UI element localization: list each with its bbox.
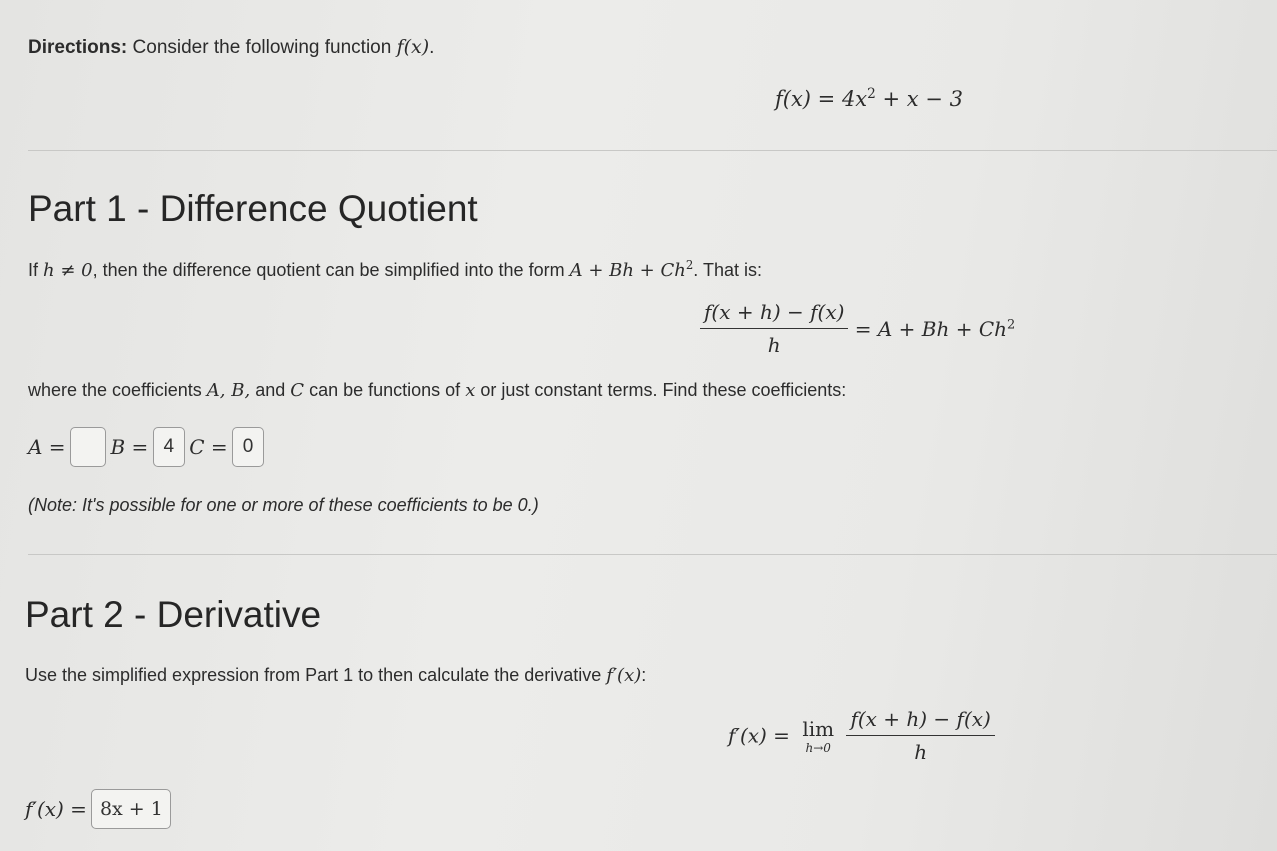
part1-intro-cond: h ≠ 0 [43, 260, 93, 281]
limit-operator [802, 717, 834, 755]
where-c: C [290, 380, 305, 401]
dq-denominator: h [767, 333, 781, 357]
coef-c-input[interactable]: 0 [232, 427, 264, 467]
divider-middle [28, 554, 1277, 555]
coefficient-answers [28, 427, 264, 467]
part1-intro-mid: , then the difference quotient can be simplified into the form [92, 260, 565, 280]
dq-fraction [700, 300, 848, 357]
part1-where [28, 380, 846, 401]
deriv-answer-input[interactable]: 8x + 1 [91, 789, 171, 829]
where-post: or just constant terms. Find these coefficients: [480, 380, 847, 400]
part1-intro-pre: If [28, 260, 39, 280]
dq-numerator: f(x + h) − f(x) [700, 300, 848, 329]
part1-intro-form: A + Bh + Ch [569, 260, 686, 281]
part1-intro [28, 258, 762, 281]
limit-text: lim [802, 716, 835, 741]
part2-intro-expr: f′(x) [606, 665, 642, 686]
where-x: x [465, 380, 476, 401]
where-and: and [255, 380, 286, 400]
limit-subscript: h→0 [805, 740, 831, 755]
directions-period: . [429, 37, 435, 58]
part1-intro-post: . That is: [693, 260, 762, 280]
directions-label: Directions: [28, 37, 128, 58]
where-pre: where the coefficients [28, 380, 202, 400]
part2-intro [25, 665, 646, 686]
coef-b-label: B = [110, 435, 149, 459]
deriv-numerator: f(x + h) − f(x) [846, 707, 994, 736]
dq-rhs [855, 317, 1016, 341]
difference-quotient-equation [700, 300, 1015, 357]
deriv-fraction [846, 707, 994, 764]
function-lhs: f(x) = 4x [775, 87, 868, 111]
coef-a-input[interactable] [70, 427, 106, 467]
directions-func-ref: f(x) [396, 36, 430, 58]
function-rhs: + x − 3 [875, 87, 963, 111]
part2-title: Part 2 - Derivative [25, 594, 322, 635]
part2-intro-colon: : [641, 665, 647, 685]
part1-intro-form-exp: 2 [685, 258, 694, 272]
function-exponent: 2 [867, 86, 876, 102]
part2-intro-text: Use the simplified expression from Part 1 to then calculate the derivative [25, 665, 602, 685]
where-vars: A, B, [206, 380, 251, 401]
derivative-definition [728, 707, 995, 764]
dq-rhs-exp: 2 [1007, 316, 1016, 332]
divider-top [28, 150, 1277, 151]
function-definition [775, 86, 963, 111]
deriv-answer-label: f′(x) = [25, 797, 87, 821]
dq-rhs-text: = A + Bh + Ch [854, 316, 1008, 341]
deriv-def-lhs: f′(x) = [728, 723, 790, 748]
derivative-answer [25, 789, 171, 829]
where-mid: can be functions of [309, 380, 461, 400]
part1-title: Part 1 - Difference Quotient [28, 188, 478, 229]
coef-a-label: A = [28, 435, 66, 459]
directions-text: Consider the following function [132, 37, 392, 58]
coef-c-label: C = [189, 435, 228, 459]
coef-b-input[interactable]: 4 [153, 427, 185, 467]
directions-line [28, 36, 434, 59]
deriv-denominator: h [914, 740, 928, 764]
part1-note: (Note: It's possible for one or more of these coefficients to be 0.) [28, 495, 539, 515]
